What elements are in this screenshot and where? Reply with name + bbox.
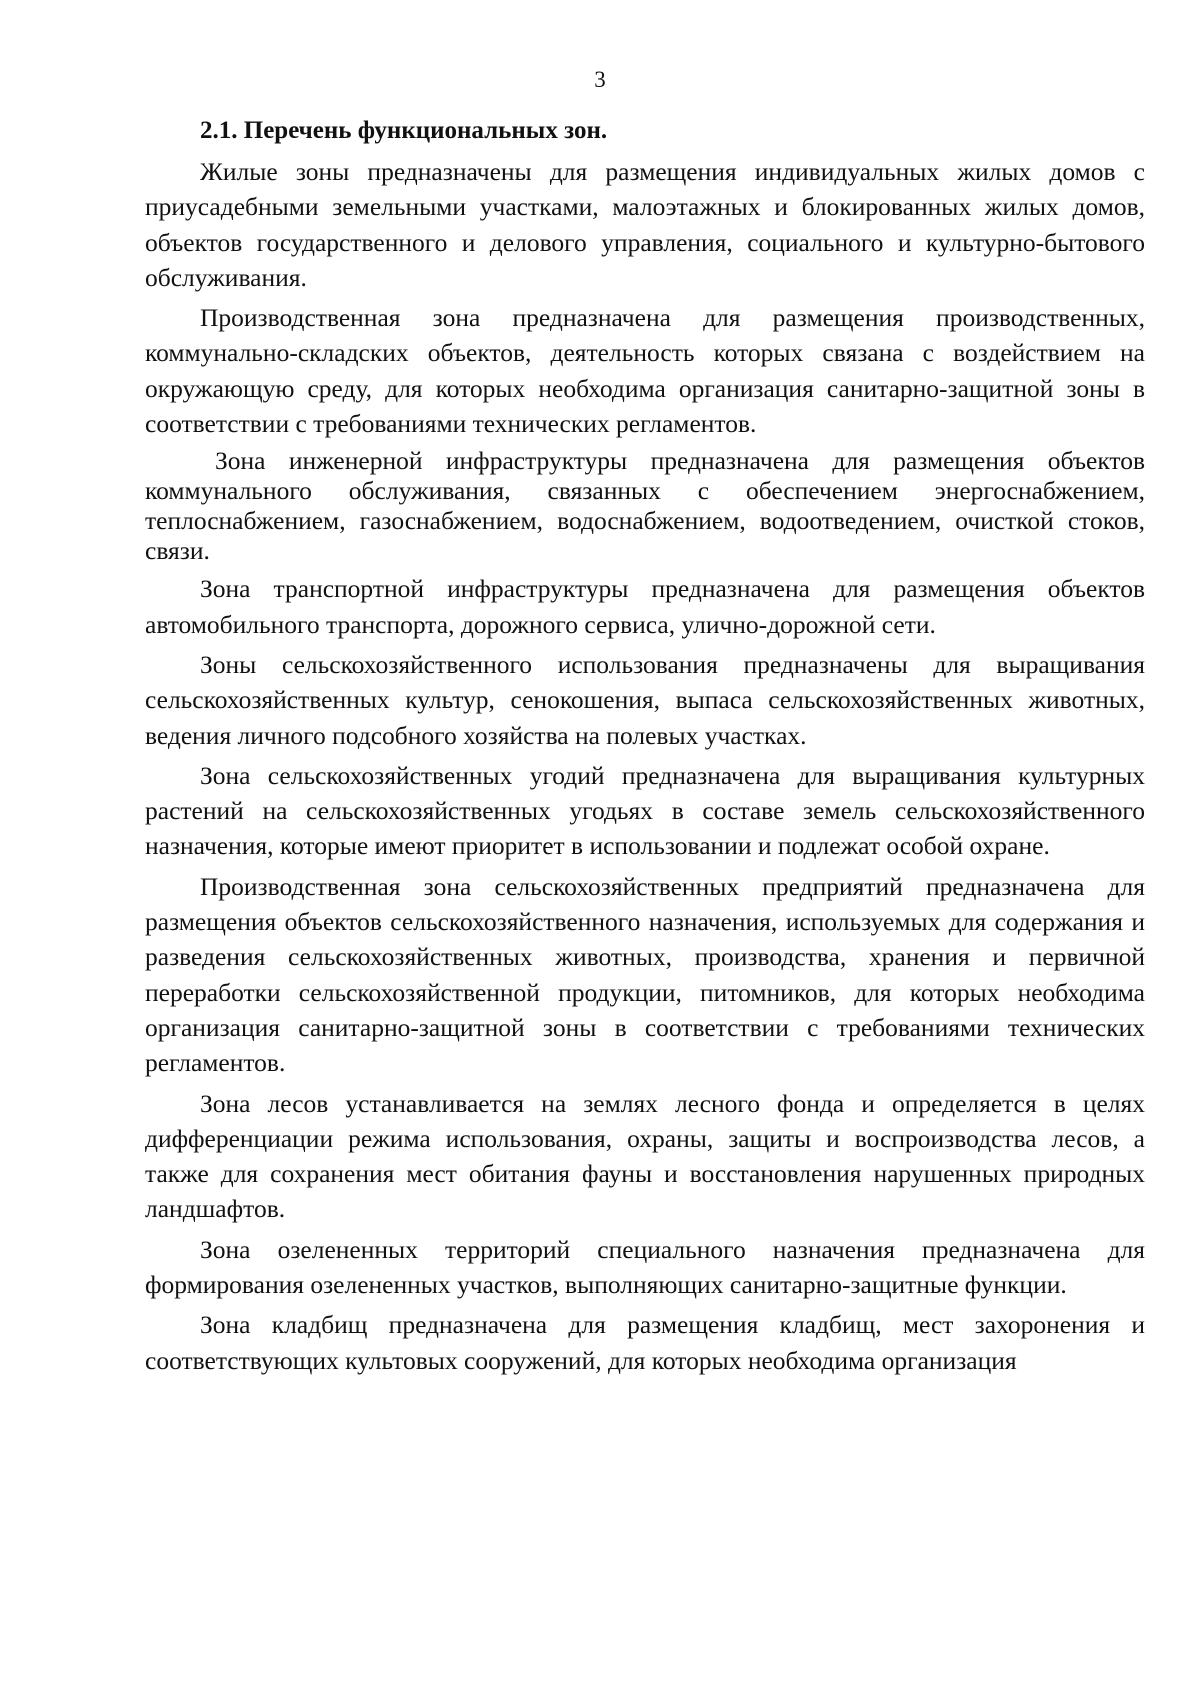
paragraph-cemetery-zone: Зона кладбищ предназначена для размещения кладбищ, мест захоронения и соответствующих культовых сооружений, для которых необходима организация (145, 1310, 1145, 1375)
page-number: 3 (594, 67, 606, 92)
paragraph-residential-zones: Жилые зоны предназначены для размещения индивидуальных жилых домов с приусадебными земельными участками, малоэтажных и блокированных жилых домов, объектов государственного и делового управления, социального и культурно-бытового обслуживания. (145, 157, 1145, 292)
paragraph-transport-infrastructure-zone: Зона транспортной инфраструктуры предназначена для размещения объектов автомобильного транспорта, дорожного сервиса, улично-дорожной сети. (145, 574, 1145, 639)
paragraph-green-areas-zone: Зона озелененных территорий специального назначения предназначена для формирования озелененных участков, выполняющих санитарно-защитные функции. (145, 1234, 1145, 1300)
paragraph-agricultural-enterprises-zone: Производственная зона сельскохозяйственных предприятий предназначена для размещения объектов сельскохозяйственного назначения, используемых для содержания и разведения сельскохозяйственных животных, производства, хранения и первичной переработки сельскохозяйственной продукции, питомников, для которых необходима организация санитарно-защитной зоны в соответствии с требованиями технических регламентов. (145, 871, 1145, 1078)
document-body (145, 110, 1145, 1378)
paragraph-agricultural-use-zones: Зоны сельскохозяйственного использования предназначены для выращивания сельскохозяйственных культур, сенокошения, выпаса сельскохозяйственных животных, ведения личного подсобного хозяйства на полевых участках. (145, 649, 1145, 750)
paragraph-industrial-zone: Производственная зона предназначена для размещения производственных, коммунально-складских объектов, деятельность которых связана с воздействием на окружающую среду, для которых необходима организация санитарно-защитной зоны в соответствии с требованиями технических регламентов. (145, 303, 1145, 439)
paragraph-agricultural-lands-zone: Зона сельскохозяйственных угодий предназначена для выращивания культурных растений на сельскохозяйственных угодьях в составе земель сельскохозяйственного назначения, которые имеют приоритет в использовании и подлежат особой охране. (145, 760, 1145, 861)
paragraph-forest-zone: Зона лесов устанавливается на землях лесного фонда и определяется в целях дифференциации режима использования, охраны, защиты и воспроизводства лесов, а также для сохранения мест обитания фауны и восстановления нарушенных природных ландшафтов. (145, 1088, 1145, 1224)
paragraph-engineering-infrastructure-zone: Зона инженерной инфраструктуры предназначена для размещения объектов коммунального обслуживания, связанных с обеспечением энергоснабжением, теплоснабжением, газоснабжением, водоснабжением, водоотведением, очисткой стоков, связи. (145, 446, 1145, 566)
section-title: 2.1. Перечень функциональных зон. (200, 117, 608, 144)
